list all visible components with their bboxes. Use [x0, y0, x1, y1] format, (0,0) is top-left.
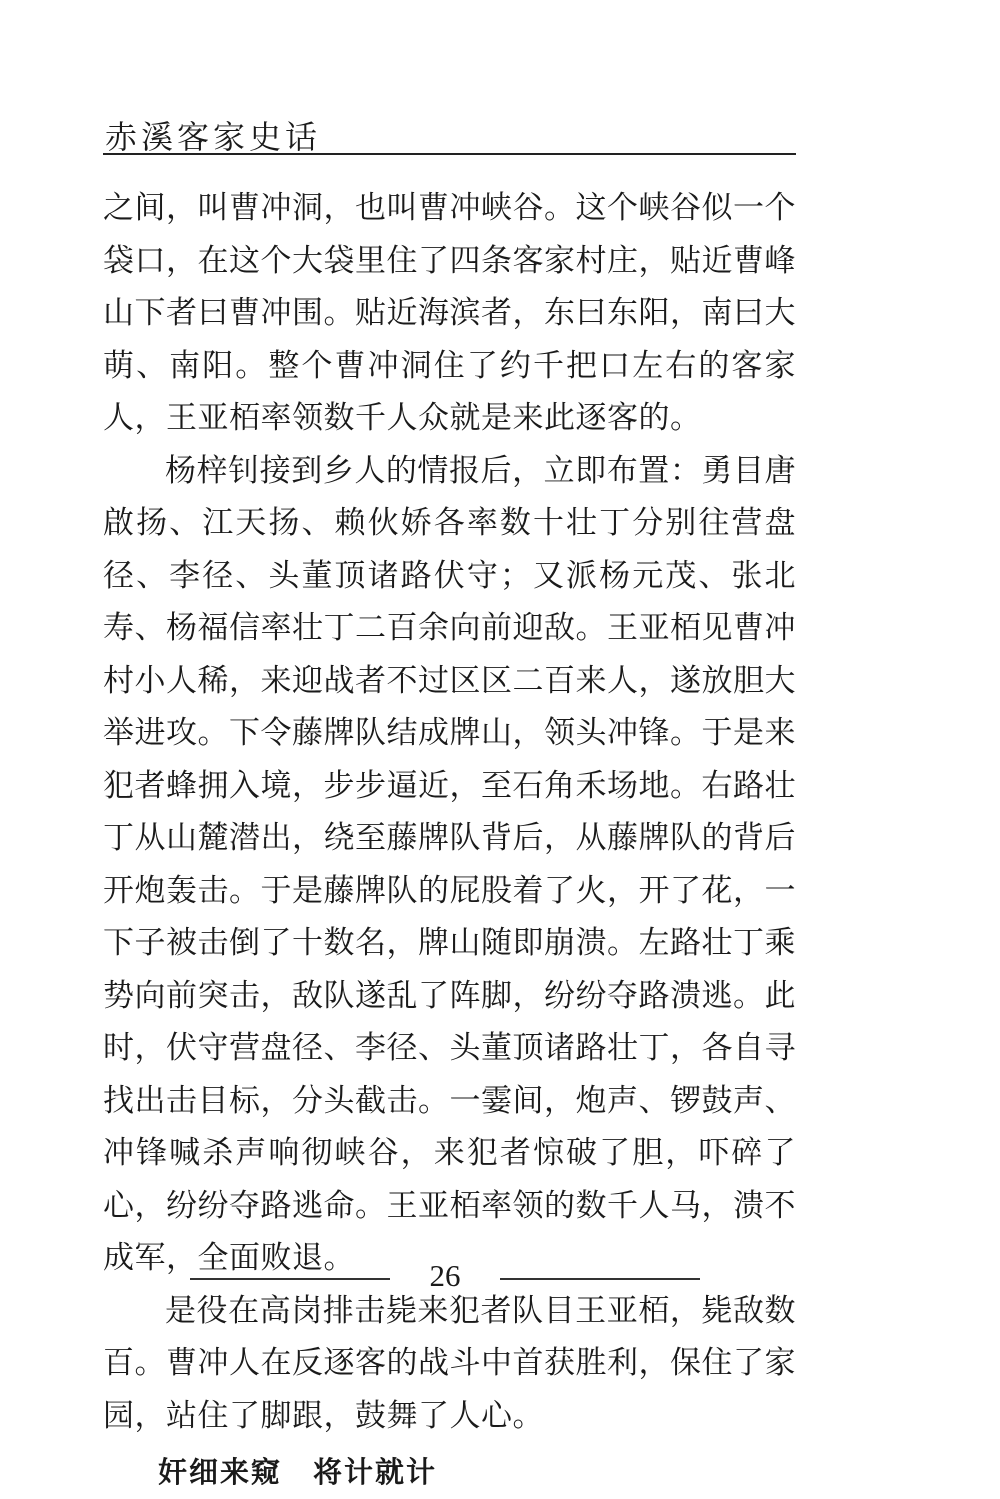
- page-footer: [190, 1258, 700, 1298]
- paragraph-2: 杨梓钊接到乡人的情报后，立即布置：勇目唐啟扬、江天扬、赖伙娇各率数十壮丁分别往营盘径、李径、头董顶诸路伏守；又派杨元茂、张北寿、杨福信率壮丁二百余向前迎敌。王亚栢见曹冲村小人稀，来迎战者不过区区二百来人，遂放胆大举进攻。下令藤牌队结成牌山，领头冲锋。于是来犯者蜂拥入境，步步逼近，至石角禾场地。右路壮丁从山麓潜出，绕至藤牌队背后，从藤牌队的背后开炮轰击。于是藤牌队的屁股着了火，开了花，一下子被击倒了十数名，牌山随即崩溃。左路壮丁乘势向前突击，敌队遂乱了阵脚，纷纷夺路溃逃。此时，伏守营盘径、李径、头董顶诸路壮丁，各自寻找出击目标，分头截击。一霎间，炮声、锣鼓声、冲锋喊杀声响彻峡谷，来犯者惊破了胆，吓碎了心，纷纷夺路逃命。王亚栢率领的数千人马，溃不成军，全面败退。: [103, 452, 796, 1276]
- body-text: [103, 182, 796, 1499]
- section-heading: 奸细来窥 将计就计: [158, 1455, 438, 1489]
- running-header-title: 赤溪客家史话: [105, 118, 322, 156]
- paragraph-3: 是役在高岗排击毙来犯者队目王亚栢，毙敌数百。曹冲人在反逐客的战斗中首获胜利，保住了家园，站住了脚跟，鼓舞了人心。: [103, 1292, 796, 1434]
- header-rule: [103, 153, 796, 155]
- footer-rule-right: [500, 1278, 700, 1280]
- page-number: 26: [429, 1258, 461, 1293]
- paragraph-1: 之间，叫曹冲洞，也叫曹冲峡谷。这个峡谷似一个袋口，在这个大袋里住了四条客家村庄，贴近曹峰山下者曰曹冲围。贴近海滨者，东曰东阳，南曰大萌、南阳。整个曹冲洞住了约千把口左右的客家人，王亚栢率领数千人众就是来此逐客的。: [103, 190, 796, 436]
